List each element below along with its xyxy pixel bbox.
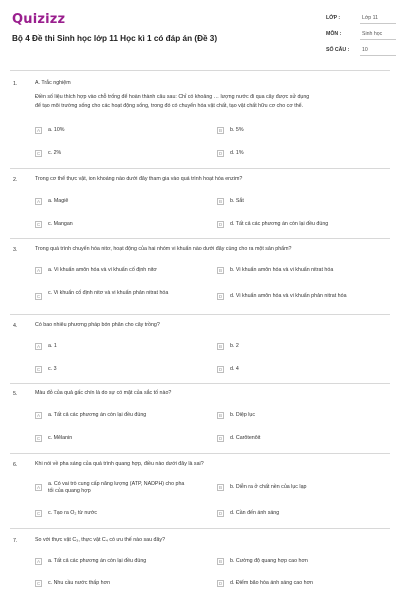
question-number: 2.: [13, 177, 18, 183]
option-text: d. 1%: [230, 150, 244, 156]
option-letter-box: B: [218, 344, 223, 349]
option-text: c. 2%: [48, 150, 62, 156]
meta-subject-value: Sinh học: [362, 31, 383, 37]
question-number: 5.: [13, 391, 18, 397]
option-letter-box: C: [36, 581, 41, 586]
option-letter-box: A: [36, 559, 41, 564]
option-letter-box: A: [36, 485, 41, 490]
option-text: b. Vi khuẩn amôn hóa và vi khuẩn nitrat hóa: [230, 267, 334, 273]
worksheet-title: Bộ 4 Đề thi Sinh học lớp 11 Học kì 1 có đáp án (Đề 3): [12, 34, 218, 43]
question-divider: [10, 383, 390, 384]
option-text: d. Điểm bão hòa ánh sáng cao hơn: [230, 580, 313, 586]
meta-subject-label: MÔN :: [326, 31, 342, 37]
option-letter-box: D: [218, 511, 223, 516]
meta-underline: [360, 39, 396, 40]
option-letter-box: A: [36, 128, 41, 133]
option-text: c. Vi khuẩn cố định nitơ và vi khuẩn phản nitrat hóa: [48, 290, 169, 296]
option-letter-box: B: [218, 559, 223, 564]
header-divider: [10, 70, 390, 71]
question-number: 7.: [13, 538, 18, 544]
option-letter-box: A: [36, 344, 41, 349]
option-letter-box: D: [218, 367, 223, 372]
option-letter-box: D: [218, 294, 223, 299]
option-letter-box: A: [36, 268, 41, 273]
option-text: d. Carôtenôit: [230, 435, 261, 441]
question-divider: [10, 453, 390, 454]
option-text: a. 10%: [48, 127, 65, 133]
question-text: Có bao nhiêu phương pháp bón phân cho cây trồng?: [35, 322, 160, 328]
option-letter-box: C: [36, 511, 41, 516]
question-divider: [10, 168, 390, 169]
question-text: Khi nói về pha sáng của quá trình quang hợp, điều nào dưới đây là sai?: [35, 461, 204, 467]
question-divider: [10, 314, 390, 315]
question-line: A. Trắc nghiệm: [35, 80, 71, 86]
option-text: c. 3: [48, 366, 57, 372]
question-text: So với thực vật C₃, thực vật C₄ có ưu thế nào sau đây?: [35, 537, 166, 543]
option-letter-box: C: [36, 367, 41, 372]
option-letter-box: C: [36, 222, 41, 227]
question-number: 3.: [13, 247, 18, 253]
option-text: b. Diễn ra ở chất nền của lục lạp: [230, 484, 307, 490]
option-text: a. Tất cả các phương án còn lại đều đúng: [48, 412, 147, 418]
option-text: d. Vi khuẩn amôn hóa và vi khuẩn phản nitrat hóa: [230, 293, 347, 299]
meta-count-label: SỐ CÂU :: [326, 47, 350, 53]
option-text: d. Cần đến ánh sáng: [230, 510, 280, 516]
meta-grade-label: LỚP :: [326, 15, 341, 21]
meta-grade-value: Lớp 11: [362, 15, 378, 21]
question-number: 1.: [13, 81, 18, 87]
option-text: c. Mangan: [48, 221, 73, 227]
meta-underline: [360, 23, 396, 24]
question-divider: [10, 238, 390, 239]
option-text: c. Nhu cầu nước thấp hơn: [48, 580, 111, 586]
option-letter-box: B: [218, 413, 223, 418]
option-letter-box: A: [36, 413, 41, 418]
option-letter-box: D: [218, 436, 223, 441]
worksheet-header: [0, 0, 400, 66]
question-text: [35, 79, 390, 112]
option-text: a. Vi khuẩn amôn hóa và vi khuẩn cố định nitơ: [48, 267, 157, 273]
option-text: b. Diệp lục: [230, 412, 256, 418]
question-text: Màu đỏ của quả gấc chín là do sự có mặt của sắc tố nào?: [35, 390, 172, 396]
option-text: b. 5%: [230, 127, 244, 133]
option-letter-box: B: [218, 268, 223, 273]
option-letter-box: C: [36, 436, 41, 441]
option-letter-box: C: [36, 294, 41, 299]
question-divider: [10, 528, 390, 529]
option-text: a. Magiê: [48, 198, 69, 204]
quizizz-logo: Quizizz: [12, 12, 66, 27]
option-text: c. Mêlanin: [48, 435, 73, 441]
option-text: a. Có vai trò cung cấp năng lượng (ATP, NADPH) cho pha tối của quang hợp: [48, 481, 185, 494]
question-number: 4.: [13, 323, 18, 329]
option-text: c. Tạo ra O₂ từ nước: [48, 510, 98, 516]
option-letter-box: A: [36, 199, 41, 204]
option-letter-box: B: [218, 485, 223, 490]
option-letter-box: B: [218, 128, 223, 133]
option-letter-box: D: [218, 222, 223, 227]
option-text: a. 1: [48, 343, 57, 349]
question-line: Điền số liệu thích hợp vào chỗ trống để hoàn thành câu sau: Chỉ có khoảng … lượng nước đi qua cây được sử dụng: [35, 93, 310, 100]
option-text: b. Cường độ quang hợp cao hơn: [230, 558, 308, 564]
question-line: để tạo môi trường sống cho các hoạt động sống, trong đó có chuyển hóa vật chất, tạo vật chất hữu cơ cho cơ thể.: [35, 103, 304, 109]
option-letter-box: C: [36, 151, 41, 156]
question-text: Trong cơ thể thực vật, ion khoáng nào dưới đây tham gia vào quá trình hoạt hóa enzim?: [35, 176, 243, 182]
option-letter-box: B: [218, 199, 223, 204]
option-text: d. Tất cả các phương án còn lại đều đúng: [230, 221, 329, 227]
option-text: d. 4: [230, 366, 239, 372]
option-text: b. 2: [230, 343, 239, 349]
option-text: a. Tất cả các phương án còn lại đều đúng: [48, 558, 147, 564]
option-letter-box: D: [218, 581, 223, 586]
option-text: b. Sắt: [230, 198, 244, 204]
question-number: 6.: [13, 462, 18, 468]
option-letter-box: D: [218, 151, 223, 156]
meta-underline: [360, 55, 396, 56]
meta-count-value: 10: [362, 47, 368, 53]
question-text: Trong quá trình chuyển hóa nitơ, hoạt động của hai nhóm vi khuẩn nào dưới đây cùng cho ra một sản phẩm?: [35, 246, 292, 252]
